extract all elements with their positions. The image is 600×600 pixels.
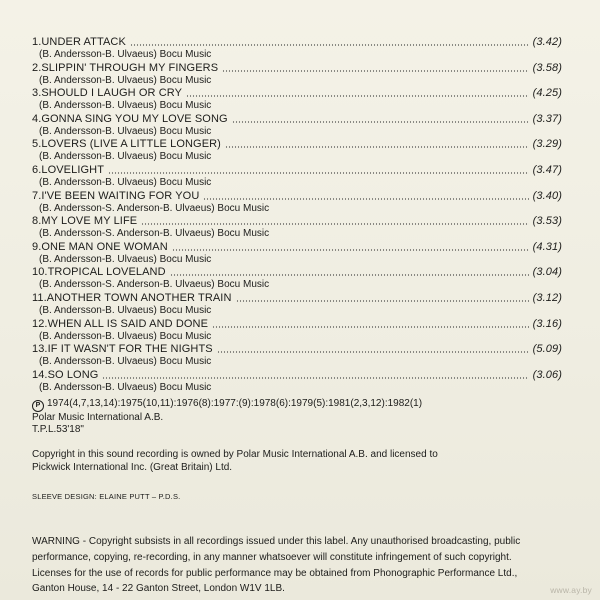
- track-credit: (B. Andersson-B. Ulvaeus) Bocu Music: [39, 330, 212, 342]
- track-line: [32, 241, 562, 254]
- track-line: [32, 62, 562, 75]
- track-duration: (4.31): [532, 240, 562, 253]
- track-duration: (3.04): [532, 266, 562, 279]
- track-line: [32, 292, 562, 305]
- dot-leader: [172, 249, 529, 251]
- track-number: 5.: [32, 138, 42, 151]
- sleeve-design-credit: SLEEVE DESIGN: ELAINE PUTT – P.D.S.: [32, 492, 181, 501]
- track-duration: (3.58): [532, 61, 562, 74]
- dot-leader: [108, 172, 529, 174]
- license-notice-line-1: Copyright in this sound recording is owned by Polar Music International A.B. and licensed to: [32, 449, 438, 460]
- track-title: TROPICAL LOVELAND: [47, 266, 166, 279]
- track-title: LOVELIGHT: [41, 163, 105, 176]
- dot-leader: [232, 121, 529, 123]
- track-title: UNDER ATTACK: [41, 36, 126, 48]
- track-number: 10.: [32, 266, 48, 279]
- track-duration: (3.29): [532, 138, 562, 151]
- dot-leader: [236, 300, 529, 302]
- copyright-block: [32, 398, 422, 437]
- dot-leader: [222, 70, 529, 72]
- license-notice: [32, 449, 492, 474]
- track-credit: (B. Andersson-B. Ulvaeus) Bocu Music: [39, 151, 212, 163]
- track-line: [32, 164, 562, 177]
- license-notice-line-2: Pickwick International Inc. (Great Britain) Ltd.: [32, 461, 233, 473]
- track-title: I'VE BEEN WAITING FOR YOU: [41, 189, 200, 202]
- track-row: [32, 266, 562, 292]
- track-credit: (B. Andersson-B. Ulvaeus) Bocu Music: [39, 49, 212, 60]
- track-number: 6.: [32, 163, 42, 176]
- track-credit: (B. Andersson-B. Ulvaeus) Bocu Music: [39, 253, 212, 265]
- track-credit: (B. Andersson-B. Ulvaeus) Bocu Music: [39, 304, 212, 316]
- track-duration: (3.47): [532, 163, 562, 176]
- track-line: [32, 369, 562, 382]
- track-line: [32, 318, 562, 331]
- track-row: [32, 113, 562, 139]
- track-duration: (3.40): [532, 189, 562, 202]
- dot-leader: [102, 377, 528, 379]
- track-number: 14.: [32, 368, 48, 381]
- dot-leader: [217, 351, 529, 353]
- track-duration: (5.09): [532, 343, 562, 356]
- warning-line-2: performance, copying, re-recording, in any manner whatsoever will constitute infringement of such copyright.: [32, 551, 512, 563]
- track-credit: (B. Andersson-B. Ulvaeus) Bocu Music: [39, 381, 212, 393]
- dot-leader: [141, 223, 528, 225]
- track-line: [32, 138, 562, 151]
- track-credit: (B. Andersson-B. Ulvaeus) Bocu Music: [39, 100, 212, 112]
- track-duration: (3.42): [532, 36, 562, 48]
- copyright-years-line: [32, 398, 422, 412]
- track-title: SO LONG: [47, 368, 99, 381]
- track-duration: (3.12): [532, 291, 562, 304]
- track-number: 4.: [32, 112, 42, 125]
- track-duration: (3.06): [532, 368, 562, 381]
- dot-leader: [225, 146, 529, 148]
- phonogram-p-icon: P: [32, 400, 44, 412]
- warning-line-1: WARNING - Copyright subsists in all recordings issued under this label. Any unauthorised broadcasting, public: [32, 536, 521, 547]
- track-row: [32, 343, 562, 369]
- copyright-company: Polar Music International A.B.: [32, 412, 164, 423]
- track-line: [32, 190, 562, 203]
- track-line: [32, 87, 562, 100]
- warning-line-4: Ganton House, 14 - 22 Ganton Street, London W1V 1LB.: [32, 583, 285, 595]
- dot-leader: [186, 95, 529, 97]
- track-credit: (B. Andersson-B. Ulvaeus) Bocu Music: [39, 176, 212, 188]
- track-title: SHOULD I LAUGH OR CRY: [41, 87, 183, 100]
- track-credit: (B. Andersson-S. Anderson-B. Ulvaeus) Bocu Music: [39, 202, 270, 214]
- track-row: [32, 292, 562, 318]
- track-row: [32, 241, 562, 267]
- track-title: ANOTHER TOWN ANOTHER TRAIN: [46, 291, 232, 304]
- track-duration: (3.37): [532, 112, 562, 125]
- track-line: [32, 215, 562, 228]
- track-duration: (3.53): [532, 215, 562, 228]
- dot-leader: [203, 198, 528, 200]
- track-row: [32, 318, 562, 344]
- track-number: 2.: [32, 61, 42, 74]
- warning-notice: [32, 534, 557, 597]
- track-row: [32, 62, 562, 88]
- dot-leader: [212, 326, 529, 328]
- track-line: [32, 36, 562, 49]
- track-list: [32, 36, 562, 394]
- track-title: LOVERS (LIVE A LITTLE LONGER): [41, 138, 221, 151]
- track-title: SLIPPIN' THROUGH MY FINGERS: [41, 61, 219, 74]
- track-credit: (B. Andersson-B. Ulvaeus) Bocu Music: [39, 74, 212, 86]
- track-row: [32, 36, 562, 62]
- track-credit: (B. Andersson-B. Ulvaeus) Bocu Music: [39, 356, 212, 368]
- track-duration: (4.25): [532, 87, 562, 100]
- track-row: [32, 138, 562, 164]
- track-row: [32, 190, 562, 216]
- track-title: IF IT WASN'T FOR THE NIGHTS: [47, 343, 213, 356]
- track-title: WHEN ALL IS SAID AND DONE: [47, 317, 209, 330]
- track-credit: (B. Andersson-S. Anderson-B. Ulvaeus) Bocu Music: [39, 228, 270, 240]
- track-row: [32, 87, 562, 113]
- track-title: MY LOVE MY LIFE: [41, 215, 138, 228]
- track-duration: (3.16): [532, 317, 562, 330]
- watermark: www.ay.by: [550, 585, 592, 595]
- track-number: 11.: [32, 291, 47, 304]
- track-number: 3.: [32, 87, 42, 100]
- track-title: GONNA SING YOU MY LOVE SONG: [41, 112, 228, 125]
- track-line: [32, 113, 562, 126]
- copyright-years: 1974(4,7,13,14):1975(10,11):1976(8):1977:(9):1978(6):1979(5):1981(2,3,12):1982(1): [47, 398, 423, 409]
- track-number: 12.: [32, 317, 48, 330]
- track-number: 13.: [32, 343, 48, 356]
- track-number: 7.: [32, 189, 42, 202]
- track-line: [32, 266, 562, 279]
- track-title: ONE MAN ONE WOMAN: [41, 240, 168, 253]
- dot-leader: [130, 44, 529, 46]
- track-credit: (B. Andersson-S. Anderson-B. Ulvaeus) Bocu Music: [39, 279, 270, 291]
- track-row: [32, 215, 562, 241]
- dot-leader: [170, 274, 529, 276]
- track-number: 8.: [32, 215, 42, 228]
- track-row: [32, 369, 562, 395]
- track-number: 1.: [32, 36, 42, 48]
- track-row: [32, 164, 562, 190]
- track-line: [32, 343, 562, 356]
- total-playing-time: T.P.L.53'18": [32, 424, 84, 436]
- warning-line-3: Licenses for the use of records for public performance may be obtained from Phonographic Performance Ltd.,: [32, 567, 518, 579]
- track-credit: (B. Andersson-B. Ulvaeus) Bocu Music: [39, 125, 212, 137]
- track-number: 9.: [32, 240, 42, 253]
